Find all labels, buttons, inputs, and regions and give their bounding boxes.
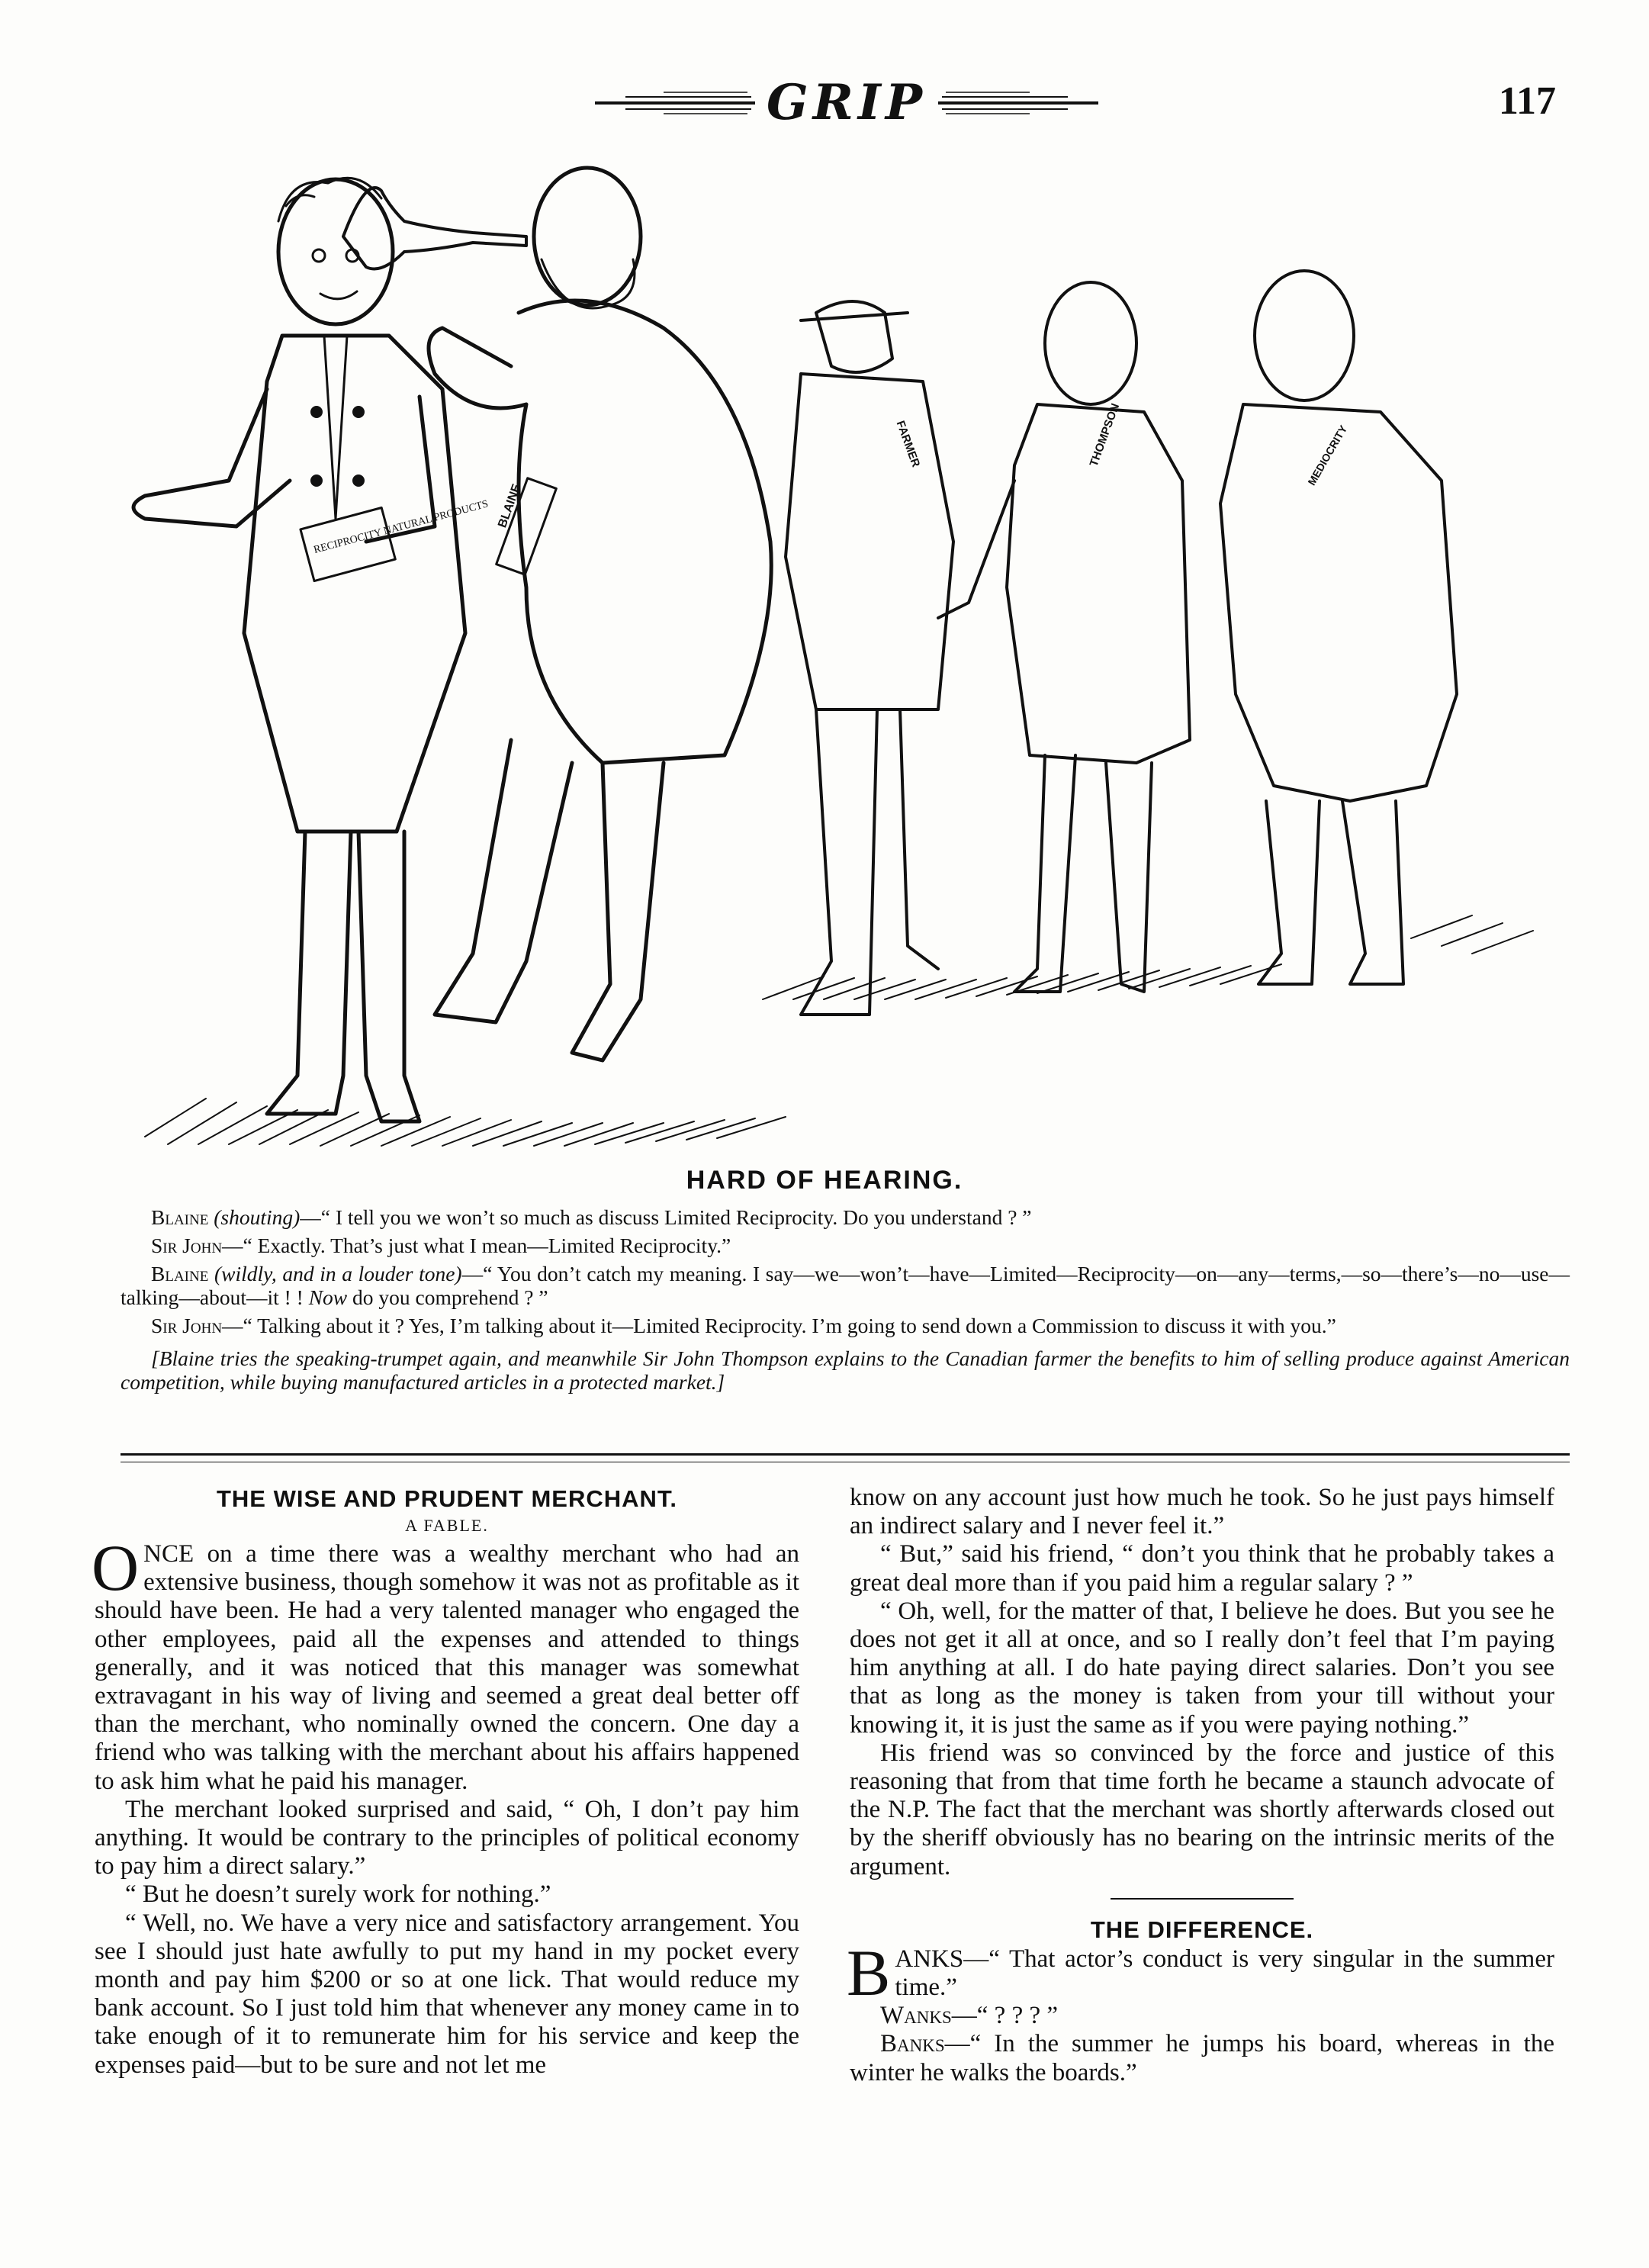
masthead-rule-right [938,89,1098,117]
dialogue-text: —“ Exactly. That’s just what I mean—Limited Reciprocity.” [222,1234,731,1257]
article-title: THE WISE AND PRUDENT MERCHANT. [216,1485,678,1512]
dialogue-speaker: Sir John [151,1314,223,1337]
drop-cap: O [92,1531,140,1604]
joke-text: —“ In the summer he jumps his board, whereas in the winter he walks the boards.” [850,2030,1554,2086]
tory-sash-label: MEDIOCRITY [1305,423,1350,487]
article-paragraph: “ But,” said his friend, “ don’t you think that he probably takes a great deal more than if you paid him a regular salary ? ” [850,1540,1554,1597]
joke-speaker: Wanks [880,2002,952,2030]
dialogue-manner: (wildly, and in a louder tone) [214,1262,462,1285]
figure-blaine [343,168,771,1060]
dialogue-text-tail: do you comprehend ? ” [347,1285,548,1309]
cartoon-illustration [114,160,1579,1167]
dialogue-speaker: Blaine [151,1262,209,1285]
section-divider [121,1453,1570,1462]
drop-cap: B [847,1935,891,2009]
article-subtitle: A FABLE. [405,1516,489,1535]
farmer-sash-label: FARMER [893,419,923,469]
dialogue-text: —“ Talking about it ? Yes, I’m talking about it—Limited Reciprocity. I’m going to send down a Commission to discuss it with you.” [222,1314,1336,1337]
column-left [92,1484,799,2080]
dialogue-emphasis: Now [308,1285,348,1309]
article-paragraph: know on any account just how much he took. So he just pays himself an indirect salary and I never feel it.” [850,1484,1554,1540]
sir-john-paper-label: RECIPROCITY NATURAL PRODUCTS [312,498,490,557]
dialogue-line [121,1234,1570,1257]
dialogue-speaker: Blaine [151,1205,209,1229]
dialogue-manner: (shouting) [214,1205,301,1229]
article-title: THE DIFFERENCE. [1090,1916,1314,1943]
dialogue-speaker: Sir John [151,1234,223,1257]
figure-right-man [1220,271,1457,984]
article-paragraph: “ But he doesn’t surely work for nothing.” [125,1880,551,1909]
masthead-title: GRIP [767,74,927,131]
joke-line [850,2030,1554,2086]
column-right [847,1484,1554,2087]
dialogue-text: —“ I tell you we won’t so much as discuss Limited Reciprocity. Do you understand ? ” [300,1205,1032,1229]
figure-sir-john [133,178,490,1121]
ground-hatching [145,915,1533,1146]
article-paragraph: “ Oh, well, for the matter of that, I believe he does. But you see he does not get it all at once, and so I really don’t feel that I’m paying him anything at all. I do hate paying direct salaries. Don’t you see that as long as the money is taken from your till without your knowing it, it is just the same as if you were paying nothing.” [850,1597,1554,1739]
paragraph-text: NCE on a time there was a wealthy merchant who had an extensive business, though somehow it was not as profitable as it should have been. He had a very talented manager who engaged the other employees, paid all the expenses and attended to things generally, and it was noticed that this manager was somewhat extravagant in his way of living and seemed a great deal better off than the merchant, who nominally owned the concern. One day a friend who was talking with the merchant about his affairs happened to ask him what he paid his manager. [95,1540,799,1795]
joke-text: —“ ? ? ? ” [951,2002,1059,2030]
dialogue-text: —“ You don’t catch my meaning. I say—we—won’t—have—Limited—Reciprocity—on—any—terms,—so—there’s—no—use—talking—about—it ! ! [121,1262,1570,1309]
article-paragraph: His friend was so convinced by the force and justice of this reasoning that from that time forth he became a staunch advocate of the N.P. The fact that the merchant was shortly afterwards closed out by the sheriff obviously has no bearing on the intrinsic merits of the argument. [850,1739,1554,1880]
dialogue-line [121,1314,1570,1337]
cartoon-title: HARD OF HEARING. [686,1166,963,1195]
article-divider [1111,1898,1294,1900]
dialogue-line [121,1205,1570,1229]
masthead-rule-left [595,89,755,117]
dialogue-line [121,1262,1570,1309]
cartoon-note: [Blaine tries the speaking-trumpet again, and meanwhile Sir John Thompson explains to the Canadian farmer the benefits to him of selling produce against American competition, while buying manufactured articles in a protected market.] [121,1346,1570,1394]
cartoon-caption [121,1205,1570,1398]
joke-text: ANKS—“ That actor’s conduct is very singular in the summer time.” [895,1945,1554,2002]
joke-speaker: Banks [880,2030,945,2058]
article-paragraph: The merchant looked surprised and said, “ Oh, I don’t pay him anything. It would be contrary to the principles of political economy to pay him a direct salary.” [95,1795,799,1880]
joke-line [850,2002,1554,2030]
blaine-sash-label: BLAINE [496,482,524,530]
article-paragraph [92,1531,799,1796]
page-number: 117 [1498,79,1556,123]
figure-thompson [938,282,1190,992]
article-paragraph: “ Well, no. We have a very nice and satisfactory arrangement. You see I should just hate awfully to put my hand in my pocket every month and pay him $200 or so at one lick. That would reduce my bank account. So I just told him that whenever any money came in to take enough of it to remunerate him for his service and keep the expenses paid—but to be sure and not let me [95,1909,799,2079]
joke-line [847,1935,1554,2009]
figure-farmer [786,301,953,1015]
masthead [595,72,1098,134]
thompson-sash-label: THOMPSON [1087,401,1123,468]
